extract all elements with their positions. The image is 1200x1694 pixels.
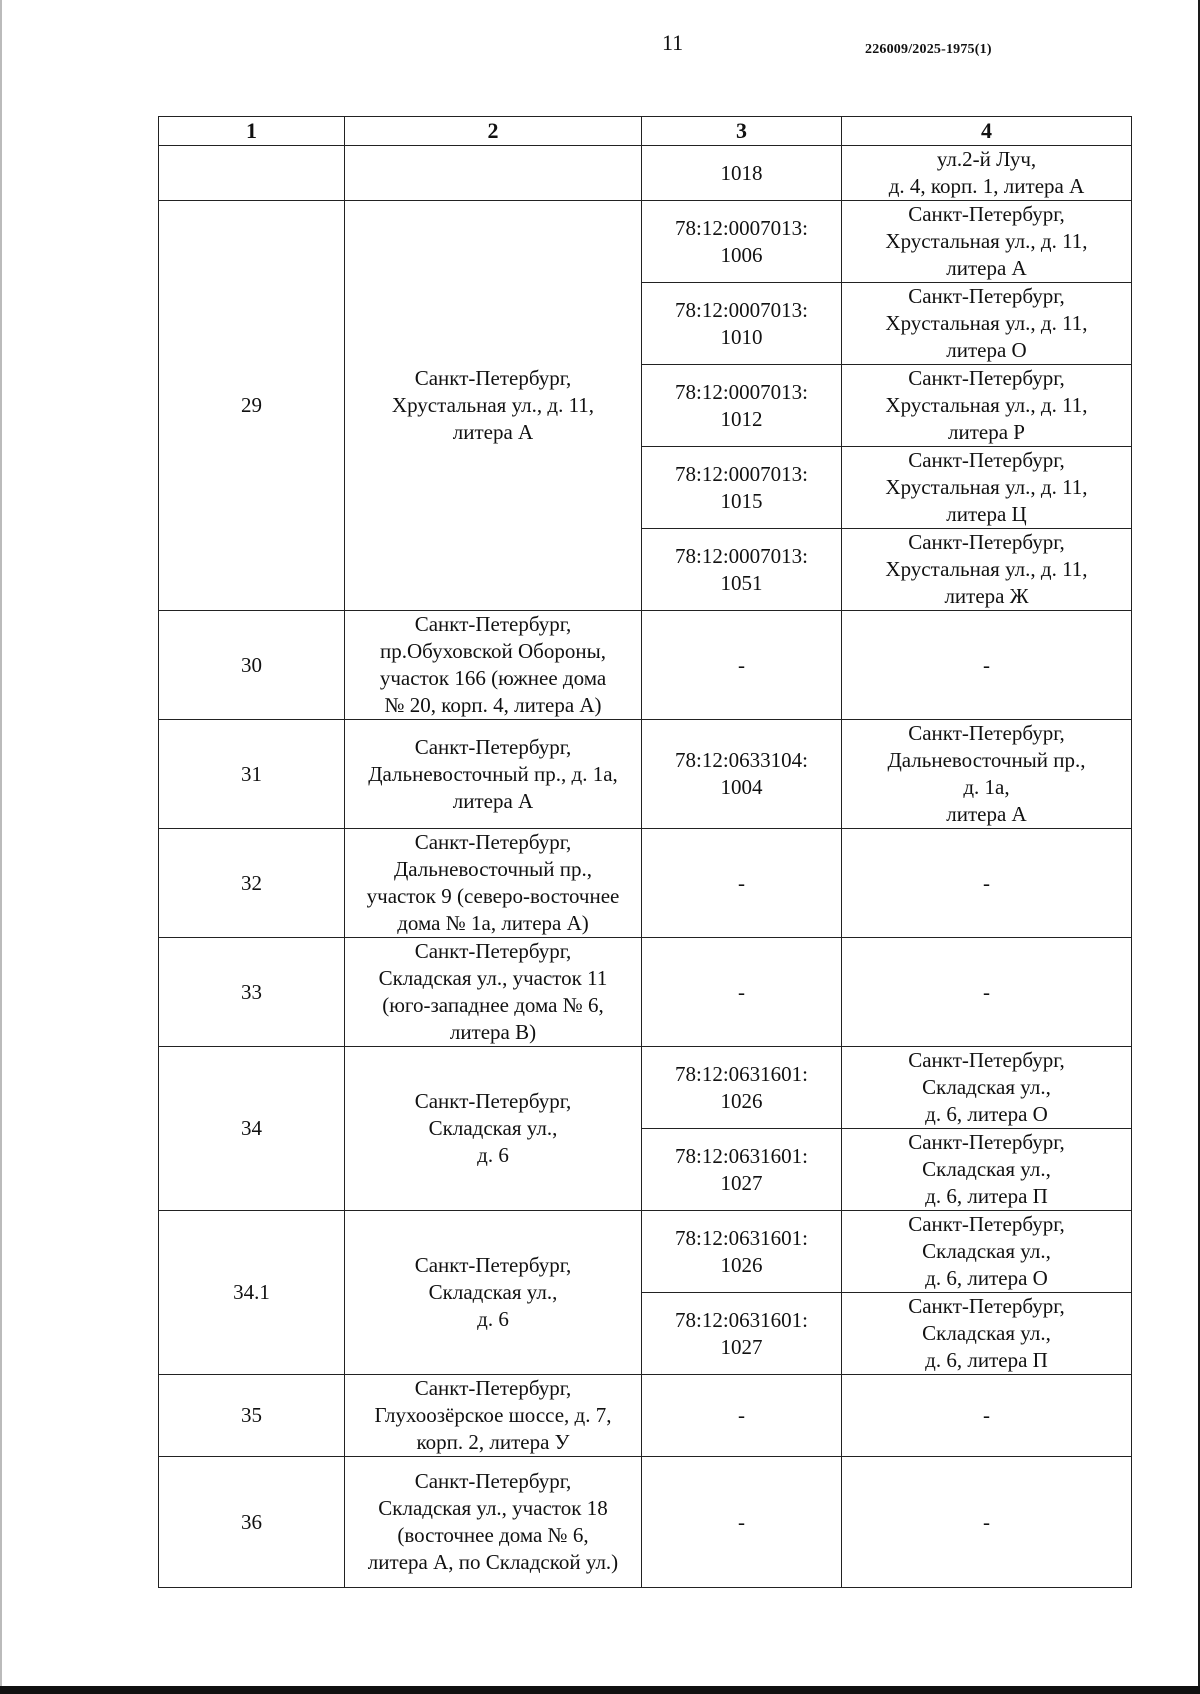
cadastral-number-cell: 78:12:0007013: 1015 bbox=[642, 447, 842, 529]
parcel-address-cell: Санкт-Петербург, Складская ул., д. 6, литера П bbox=[842, 1129, 1132, 1211]
table-row bbox=[159, 1375, 1132, 1457]
row-number-cell: 36 bbox=[159, 1457, 345, 1588]
address-cell: Санкт-Петербург, пр.Обуховской Обороны, участок 166 (южнее дома № 20, корп. 4, литера А) bbox=[345, 611, 642, 720]
parcel-address-cell: - bbox=[842, 938, 1132, 1047]
address-cell: Санкт-Петербург, Складская ул., д. 6 bbox=[345, 1047, 642, 1211]
address-cell: Санкт-Петербург, Глухоозёрское шоссе, д. 7, корп. 2, литера У bbox=[345, 1375, 642, 1457]
table-row bbox=[159, 146, 1132, 201]
address-cell: Санкт-Петербург, Складская ул., участок 11 (юго-западнее дома № 6, литера В) bbox=[345, 938, 642, 1047]
column-header-2: 2 bbox=[345, 117, 642, 146]
parcel-address-cell: Санкт-Петербург, Хрустальная ул., д. 11, литера Р bbox=[842, 365, 1132, 447]
cadastral-number-cell: - bbox=[642, 611, 842, 720]
row-number-cell: 30 bbox=[159, 611, 345, 720]
cadastral-number-cell: 78:12:0007013: 1010 bbox=[642, 283, 842, 365]
parcel-address-cell: Санкт-Петербург, Хрустальная ул., д. 11, литера Ц bbox=[842, 447, 1132, 529]
cadastral-number-cell: 78:12:0631601: 1027 bbox=[642, 1293, 842, 1375]
column-header-4: 4 bbox=[842, 117, 1132, 146]
cadastral-number-cell: 1018 bbox=[642, 146, 842, 201]
row-number-cell: 31 bbox=[159, 720, 345, 829]
row-number-cell: 32 bbox=[159, 829, 345, 938]
parcel-address-cell: Санкт-Петербург, Дальневосточный пр., д. 1а, литера А bbox=[842, 720, 1132, 829]
parcel-address-cell: Санкт-Петербург, Хрустальная ул., д. 11, литера Ж bbox=[842, 529, 1132, 611]
parcel-address-cell: - bbox=[842, 1375, 1132, 1457]
table-body bbox=[159, 146, 1132, 1588]
table-row bbox=[159, 720, 1132, 829]
row-number-cell: 35 bbox=[159, 1375, 345, 1457]
cadastral-number-cell: - bbox=[642, 1375, 842, 1457]
row-number-cell bbox=[159, 146, 345, 201]
column-header-3: 3 bbox=[642, 117, 842, 146]
table-row bbox=[159, 611, 1132, 720]
table-row bbox=[159, 1047, 1132, 1129]
address-cell: Санкт-Петербург, Складская ул., участок 18 (восточнее дома № 6, литера А, по Складской ул.) bbox=[345, 1457, 642, 1588]
address-cell: Санкт-Петербург, Дальневосточный пр., д. 1а, литера А bbox=[345, 720, 642, 829]
cadastral-number-cell: - bbox=[642, 938, 842, 1047]
parcel-address-cell: - bbox=[842, 829, 1132, 938]
parcel-address-cell: Санкт-Петербург, Складская ул., д. 6, литера О bbox=[842, 1211, 1132, 1293]
address-cell: Санкт-Петербург, Складская ул., д. 6 bbox=[345, 1211, 642, 1375]
row-number-cell: 33 bbox=[159, 938, 345, 1047]
row-number-cell: 34.1 bbox=[159, 1211, 345, 1375]
cadastral-number-cell: 78:12:0007013: 1006 bbox=[642, 201, 842, 283]
address-cell: Санкт-Петербург, Хрустальная ул., д. 11, литера А bbox=[345, 201, 642, 611]
cadastral-number-cell: 78:12:0631601: 1026 bbox=[642, 1211, 842, 1293]
parcel-address-cell: ул.2-й Луч, д. 4, корп. 1, литера А bbox=[842, 146, 1132, 201]
land-plots-table bbox=[158, 116, 1132, 1588]
scan-edge-bottom bbox=[0, 1686, 1200, 1694]
parcel-address-cell: Санкт-Петербург, Складская ул., д. 6, литера П bbox=[842, 1293, 1132, 1375]
address-cell bbox=[345, 146, 642, 201]
parcel-address-cell: Санкт-Петербург, Хрустальная ул., д. 11, литера А bbox=[842, 201, 1132, 283]
parcel-address-cell: - bbox=[842, 1457, 1132, 1588]
table-row bbox=[159, 201, 1132, 283]
table-row bbox=[159, 1211, 1132, 1293]
cadastral-number-cell: - bbox=[642, 1457, 842, 1588]
column-header-1: 1 bbox=[159, 117, 345, 146]
cadastral-number-cell: - bbox=[642, 829, 842, 938]
column-numbers-row bbox=[159, 117, 1132, 146]
cadastral-number-cell: 78:12:0633104: 1004 bbox=[642, 720, 842, 829]
parcel-address-cell: Санкт-Петербург, Хрустальная ул., д. 11, литера О bbox=[842, 283, 1132, 365]
page-number: 11 bbox=[662, 30, 684, 55]
table-row bbox=[159, 1457, 1132, 1588]
table-row bbox=[159, 938, 1132, 1047]
row-number-cell: 34 bbox=[159, 1047, 345, 1211]
scan-edge-left bbox=[0, 0, 2, 1694]
cadastral-number-cell: 78:12:0631601: 1026 bbox=[642, 1047, 842, 1129]
address-cell: Санкт-Петербург, Дальневосточный пр., участок 9 (северо-восточнее дома № 1а, литера А) bbox=[345, 829, 642, 938]
parcel-address-cell: Санкт-Петербург, Складская ул., д. 6, литера О bbox=[842, 1047, 1132, 1129]
cadastral-number-cell: 78:12:0007013: 1012 bbox=[642, 365, 842, 447]
parcel-address-cell: - bbox=[842, 611, 1132, 720]
table-row bbox=[159, 829, 1132, 938]
document-id: 226009/2025-1975(1) bbox=[865, 42, 992, 57]
cadastral-number-cell: 78:12:0631601: 1027 bbox=[642, 1129, 842, 1211]
row-number-cell: 29 bbox=[159, 201, 345, 611]
cadastral-number-cell: 78:12:0007013: 1051 bbox=[642, 529, 842, 611]
